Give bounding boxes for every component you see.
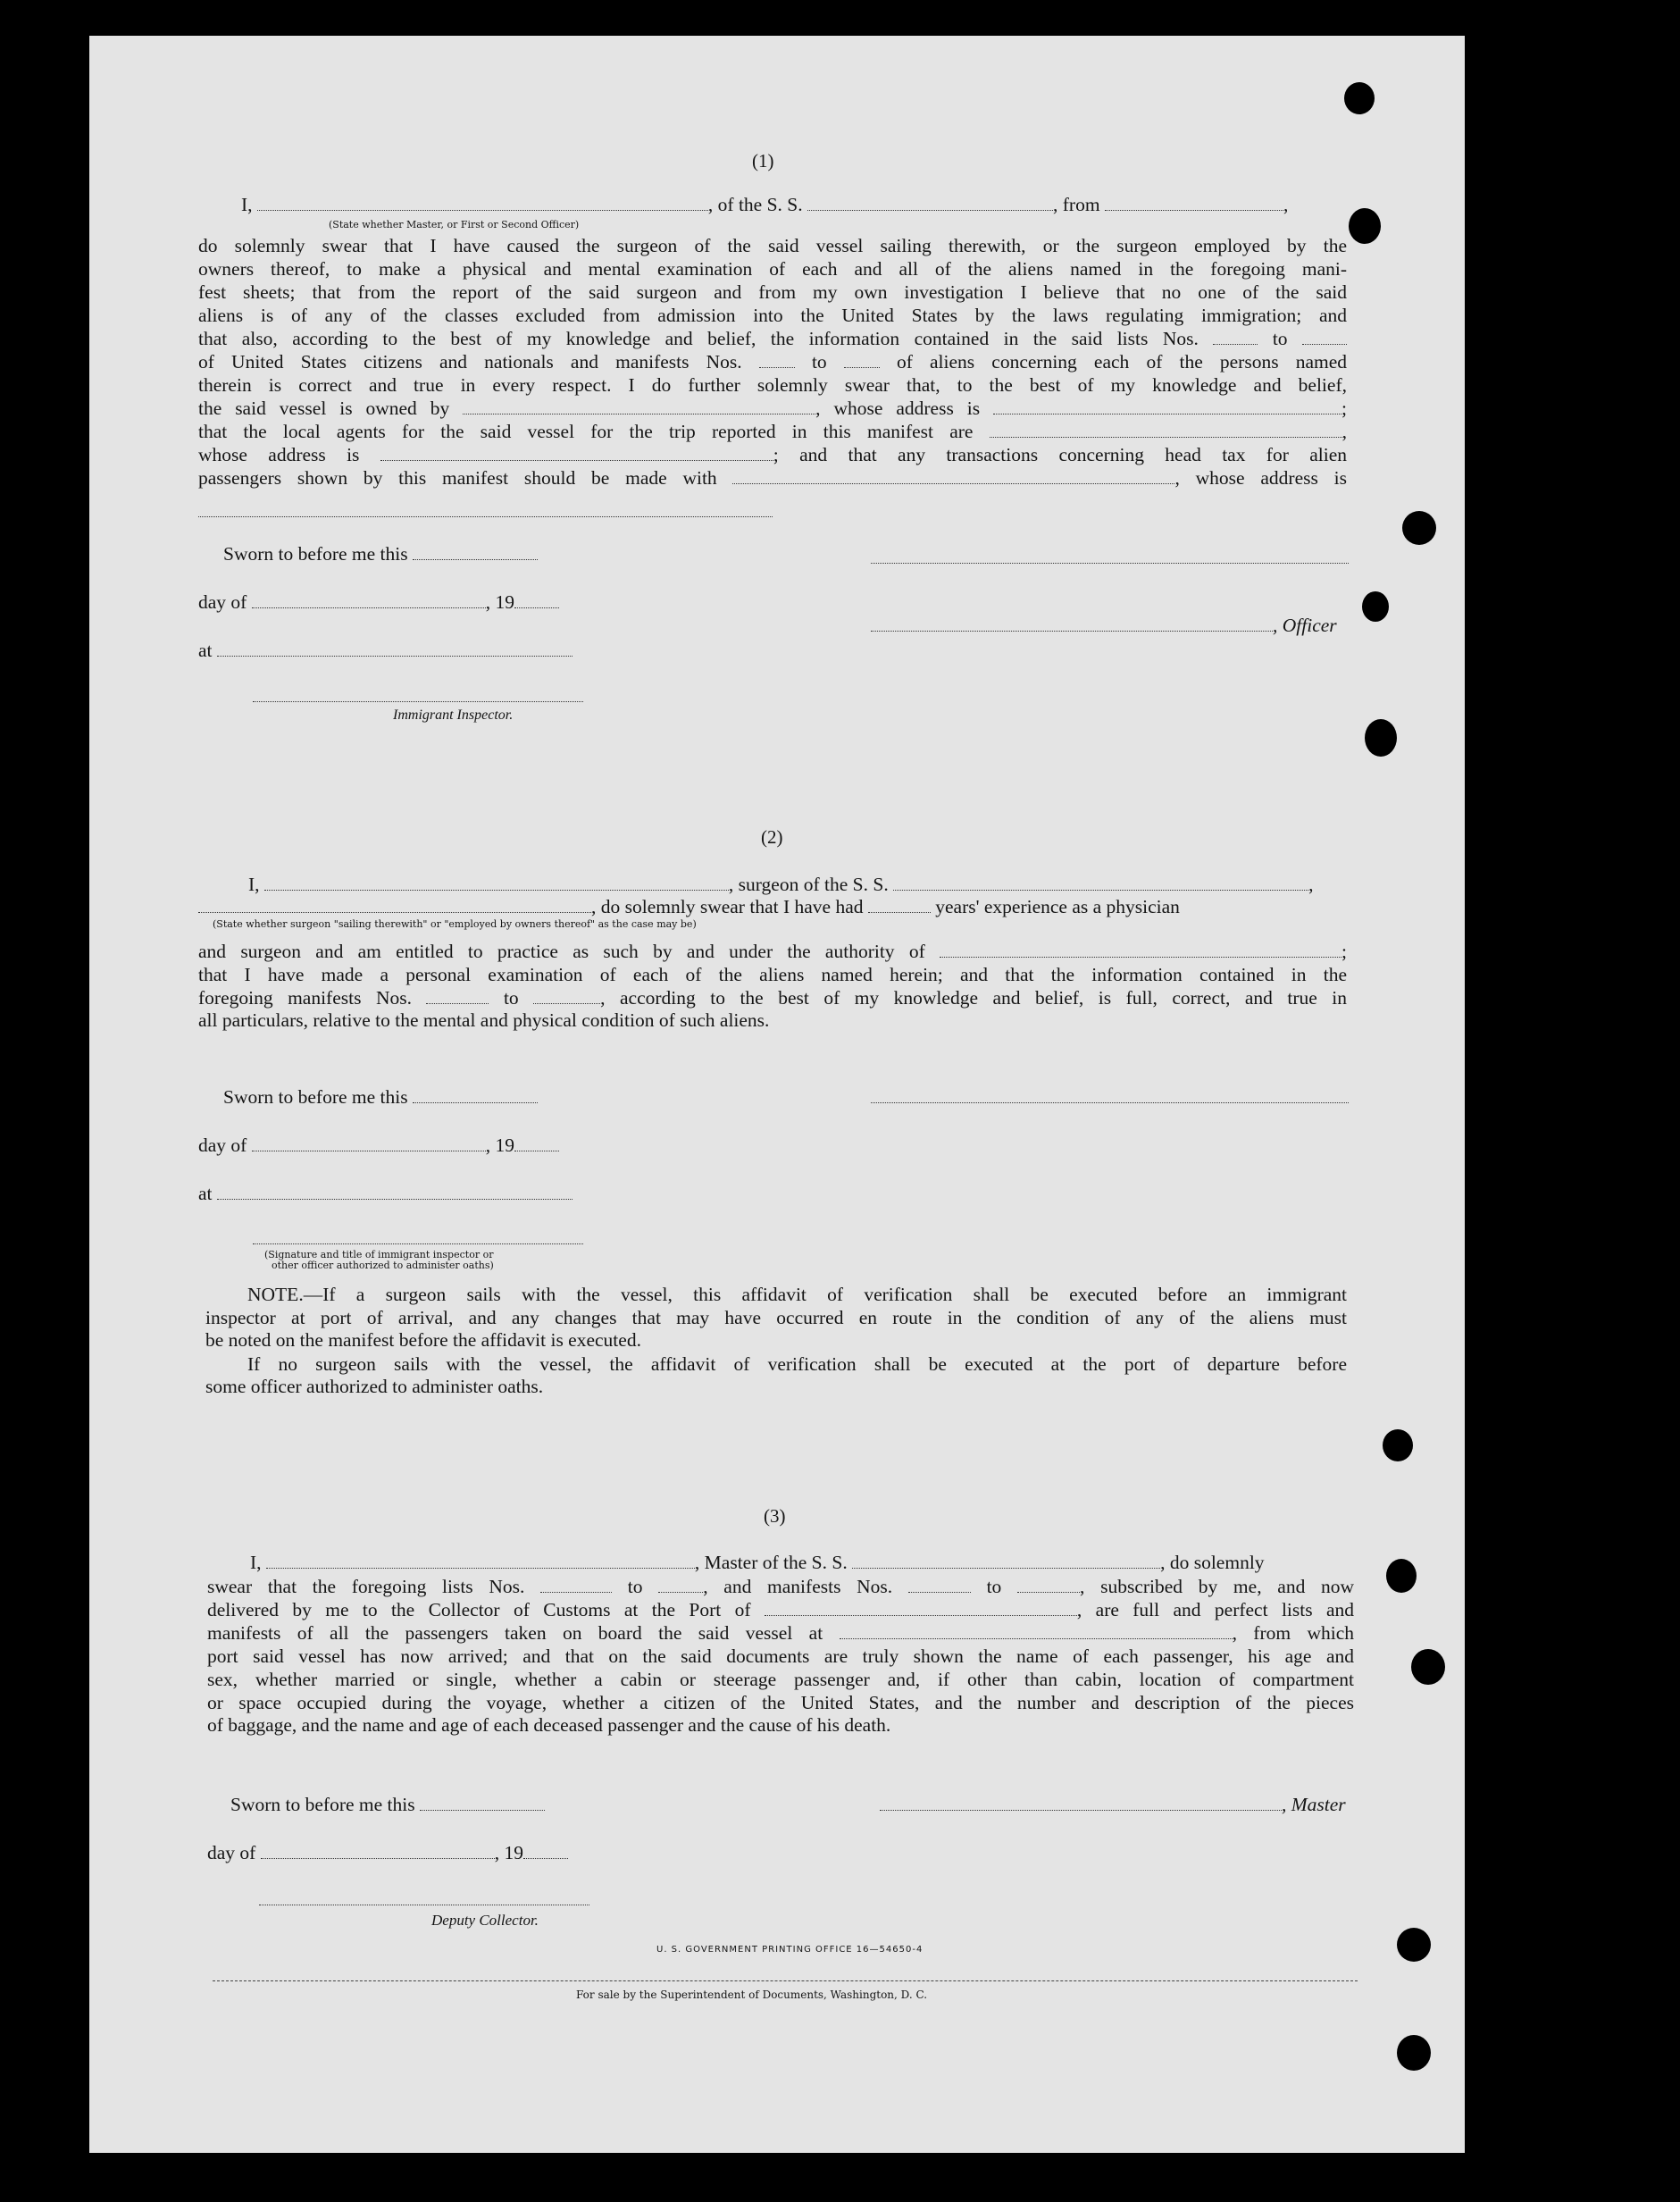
section-1-text-line: therein is correct and true in every respect. I do further solemnly swear that, to the best of my knowledge and belief,: [198, 374, 1347, 396]
punch-hole: [1349, 208, 1381, 244]
punch-hole: [1402, 511, 1436, 545]
note-line: be noted on the manifest before the affidavit is executed.: [205, 1329, 641, 1351]
sworn-line: Sworn to before me this: [223, 543, 538, 565]
punch-hole: [1386, 1559, 1417, 1593]
punch-hole: [1365, 719, 1397, 757]
section-1-text-line: passengers shown by this manifest should be made with , whose address is: [198, 467, 1347, 489]
section-1-text-line: that the local agents for the said vessel for the trip reported in this manifest are ,: [198, 421, 1348, 442]
surgeon-type-hint: (State whether surgeon "sailing therewith" or "employed by owners thereof" as the case may be): [213, 918, 697, 930]
section-2-number: (2): [761, 826, 783, 848]
section-3-text-line: delivered by me to the Collector of Customs at the Port of , are full and perfect lists and: [207, 1599, 1355, 1620]
form-page: [89, 36, 1465, 2153]
master-label: , Master: [1282, 1794, 1346, 1815]
sworn-line: Sworn to before me this: [223, 1086, 538, 1109]
section-1-text-line: owners thereof, to make a physical and mental examination of each and all of the aliens named in the foregoing mani-: [198, 258, 1347, 280]
signature-title-hint: (Signature and title of immigrant inspector or: [264, 1249, 494, 1260]
day-of-line: day of , 19: [198, 1134, 559, 1157]
section-2-opening-line: I, , surgeon of the S. S. ,: [248, 874, 1314, 895]
gpo-imprint: U. S. GOVERNMENT PRINTING OFFICE 16—54650-4: [656, 1945, 924, 1955]
at-line: at: [198, 1183, 573, 1205]
section-1-text-line: do solemnly swear that I have caused the surgeon of the said vessel sailing therewith, or the surgeon employed by the: [198, 235, 1347, 256]
section-3-text-line: swear that the foregoing lists Nos. to , and manifests Nos. to , subscribed by me, and now: [207, 1576, 1355, 1597]
sworn-line: Sworn to before me this: [230, 1794, 545, 1816]
note-line: If no surgeon sails with the vessel, the affidavit of verification shall be executed at the port of departure before: [247, 1353, 1347, 1375]
punch-hole: [1362, 591, 1389, 622]
day-of-line: day of , 19: [207, 1842, 568, 1864]
signature-line: [871, 1102, 1349, 1103]
section-1-text-line: fest sheets; that from the report of the said surgeon and from my own investigation I believe that no one of the said: [198, 281, 1347, 303]
punch-hole: [1397, 2035, 1431, 2071]
section-1-text-line: aliens is of any of the classes excluded from admission into the United States by the laws regulating immigration; and: [198, 305, 1347, 326]
sale-notice: For sale by the Superintendent of Documents, Washington, D. C.: [576, 1988, 928, 2001]
section-3-text-line: manifests of all the passengers taken on board the said vessel at , from which: [207, 1622, 1355, 1644]
section-2-text-line: all particulars, relative to the mental and physical condition of such aliens.: [198, 1009, 770, 1031]
section-3-text-line: or space occupied during the voyage, whether a citizen of the United States, and the number and description of the pieces: [207, 1692, 1354, 1713]
day-of-line: day of , 19: [198, 591, 559, 614]
section-2-experience-line: , do solemnly swear that I have had years' experience as a physician: [198, 896, 1180, 918]
section-3-opening-line: I, , Master of the S. S. , do solemnly: [250, 1552, 1265, 1573]
footer-rule: [213, 1980, 1358, 1981]
note-line: inspector at port of arrival, and any changes that may have occurred en route in the condition of any of the aliens must: [205, 1307, 1347, 1328]
punch-hole: [1397, 1928, 1431, 1962]
address-line: [198, 516, 773, 517]
deputy-collector-label: Deputy Collector.: [431, 1912, 539, 1929]
section-1-text-line: whose address is ; and that any transactions concerning head tax for alien: [198, 444, 1347, 465]
inspector-signature-line: [253, 1243, 583, 1244]
master-signature-line: [880, 1794, 1346, 1816]
note-line: some officer authorized to administer oaths.: [205, 1376, 544, 1397]
section-2-text-line: foregoing manifests Nos. to , according to the best of my knowledge and belief, is full, correct, and true in: [198, 987, 1347, 1009]
section-3-text-line: of baggage, and the name and age of each deceased passenger and the cause of his death.: [207, 1714, 891, 1736]
section-2-text-line: that I have made a personal examination of each of the aliens named herein; and that the information contained in the: [198, 964, 1347, 985]
section-1-opening-line: I, , of the S. S. , from ,: [241, 194, 1289, 215]
note-line: NOTE.—If a surgeon sails with the vessel, this affidavit of verification shall be executed before an immigrant: [247, 1284, 1347, 1305]
at-line: at: [198, 640, 573, 662]
officer-rank-hint: (State whether Master, or First or Second Officer): [329, 219, 580, 230]
officer-signature-line: [871, 615, 1337, 637]
section-1-text-line: of United States citizens and nationals and manifests Nos. to of aliens concerning each of the persons named: [198, 351, 1348, 373]
section-3-number: (3): [764, 1505, 786, 1527]
signature-title-hint: other officer authorized to administer oaths): [272, 1260, 494, 1271]
signature-line: [871, 563, 1349, 564]
immigrant-inspector-label: Immigrant Inspector.: [393, 707, 514, 723]
section-1-text-line: the said vessel is owned by , whose address is ;: [198, 398, 1348, 419]
inspector-signature-line: [253, 701, 583, 702]
section-3-text-line: sex, whether married or single, whether a cabin or steerage passenger and, if other than cabin, location of compartment: [207, 1669, 1354, 1690]
punch-hole: [1383, 1429, 1413, 1461]
section-2-text-line: and surgeon and am entitled to practice as such by and under the authority of ;: [198, 941, 1348, 962]
officer-label: , Officer: [1273, 615, 1337, 636]
punch-hole: [1411, 1649, 1445, 1685]
punch-hole: [1344, 82, 1375, 114]
section-3-text-line: port said vessel has now arrived; and that on the said documents are truly shown the name of each passenger, his age and: [207, 1645, 1354, 1667]
section-1-number: (1): [752, 150, 774, 172]
section-1-text-line: that also, according to the best of my knowledge and belief, the information contained in the said lists Nos. to: [198, 327, 1347, 351]
